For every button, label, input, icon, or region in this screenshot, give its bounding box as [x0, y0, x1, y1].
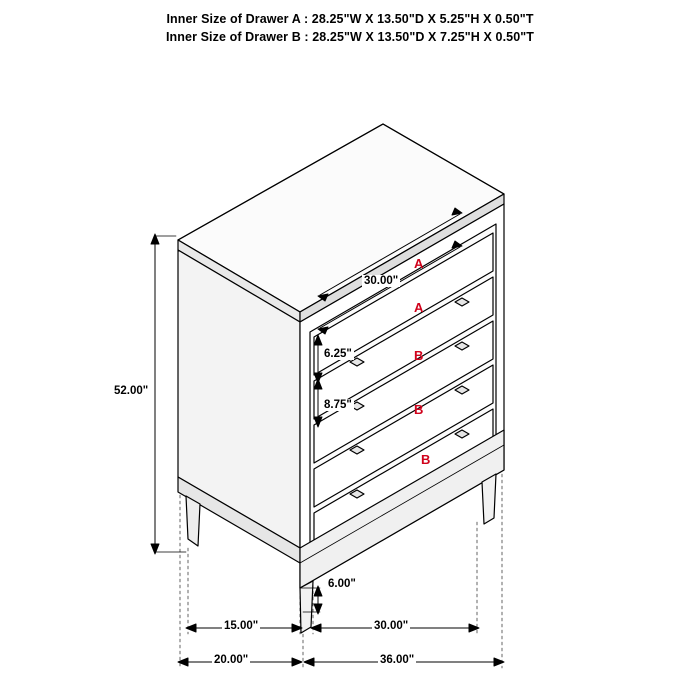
dim-label-front-30: 30.00"	[374, 620, 409, 632]
drawer-label-3: B	[414, 348, 424, 363]
dim-label-leg-6: 6.00"	[328, 578, 356, 590]
dim-label-8-75: 8.75"	[324, 399, 352, 411]
dim-label-drawer-width-30: 30.00"	[364, 275, 399, 287]
drawer-label-2: A	[414, 300, 424, 315]
drawer-label-5: B	[421, 452, 431, 467]
drawer-label-1: A	[414, 256, 424, 271]
leg-rear-left	[186, 496, 200, 546]
drawer-label-4: B	[414, 402, 424, 417]
dim-label-36: 36.00"	[380, 654, 415, 666]
leg-front-left	[300, 581, 313, 633]
drawer-a-spec: Inner Size of Drawer A : 28.25"W X 13.50"D X 5.25"H X 0.50"T	[166, 12, 534, 26]
dim-label-height-52: 52.00"	[114, 385, 149, 397]
dim-label-15: 15.00"	[224, 620, 259, 632]
leg-front-right	[482, 474, 496, 524]
dim-label-6-25: 6.25"	[324, 348, 352, 360]
dim-label-20: 20.00"	[214, 654, 249, 666]
drawer-b-spec: Inner Size of Drawer B : 28.25"W X 13.50"D X 7.25"H X 0.50"T	[165, 30, 535, 44]
